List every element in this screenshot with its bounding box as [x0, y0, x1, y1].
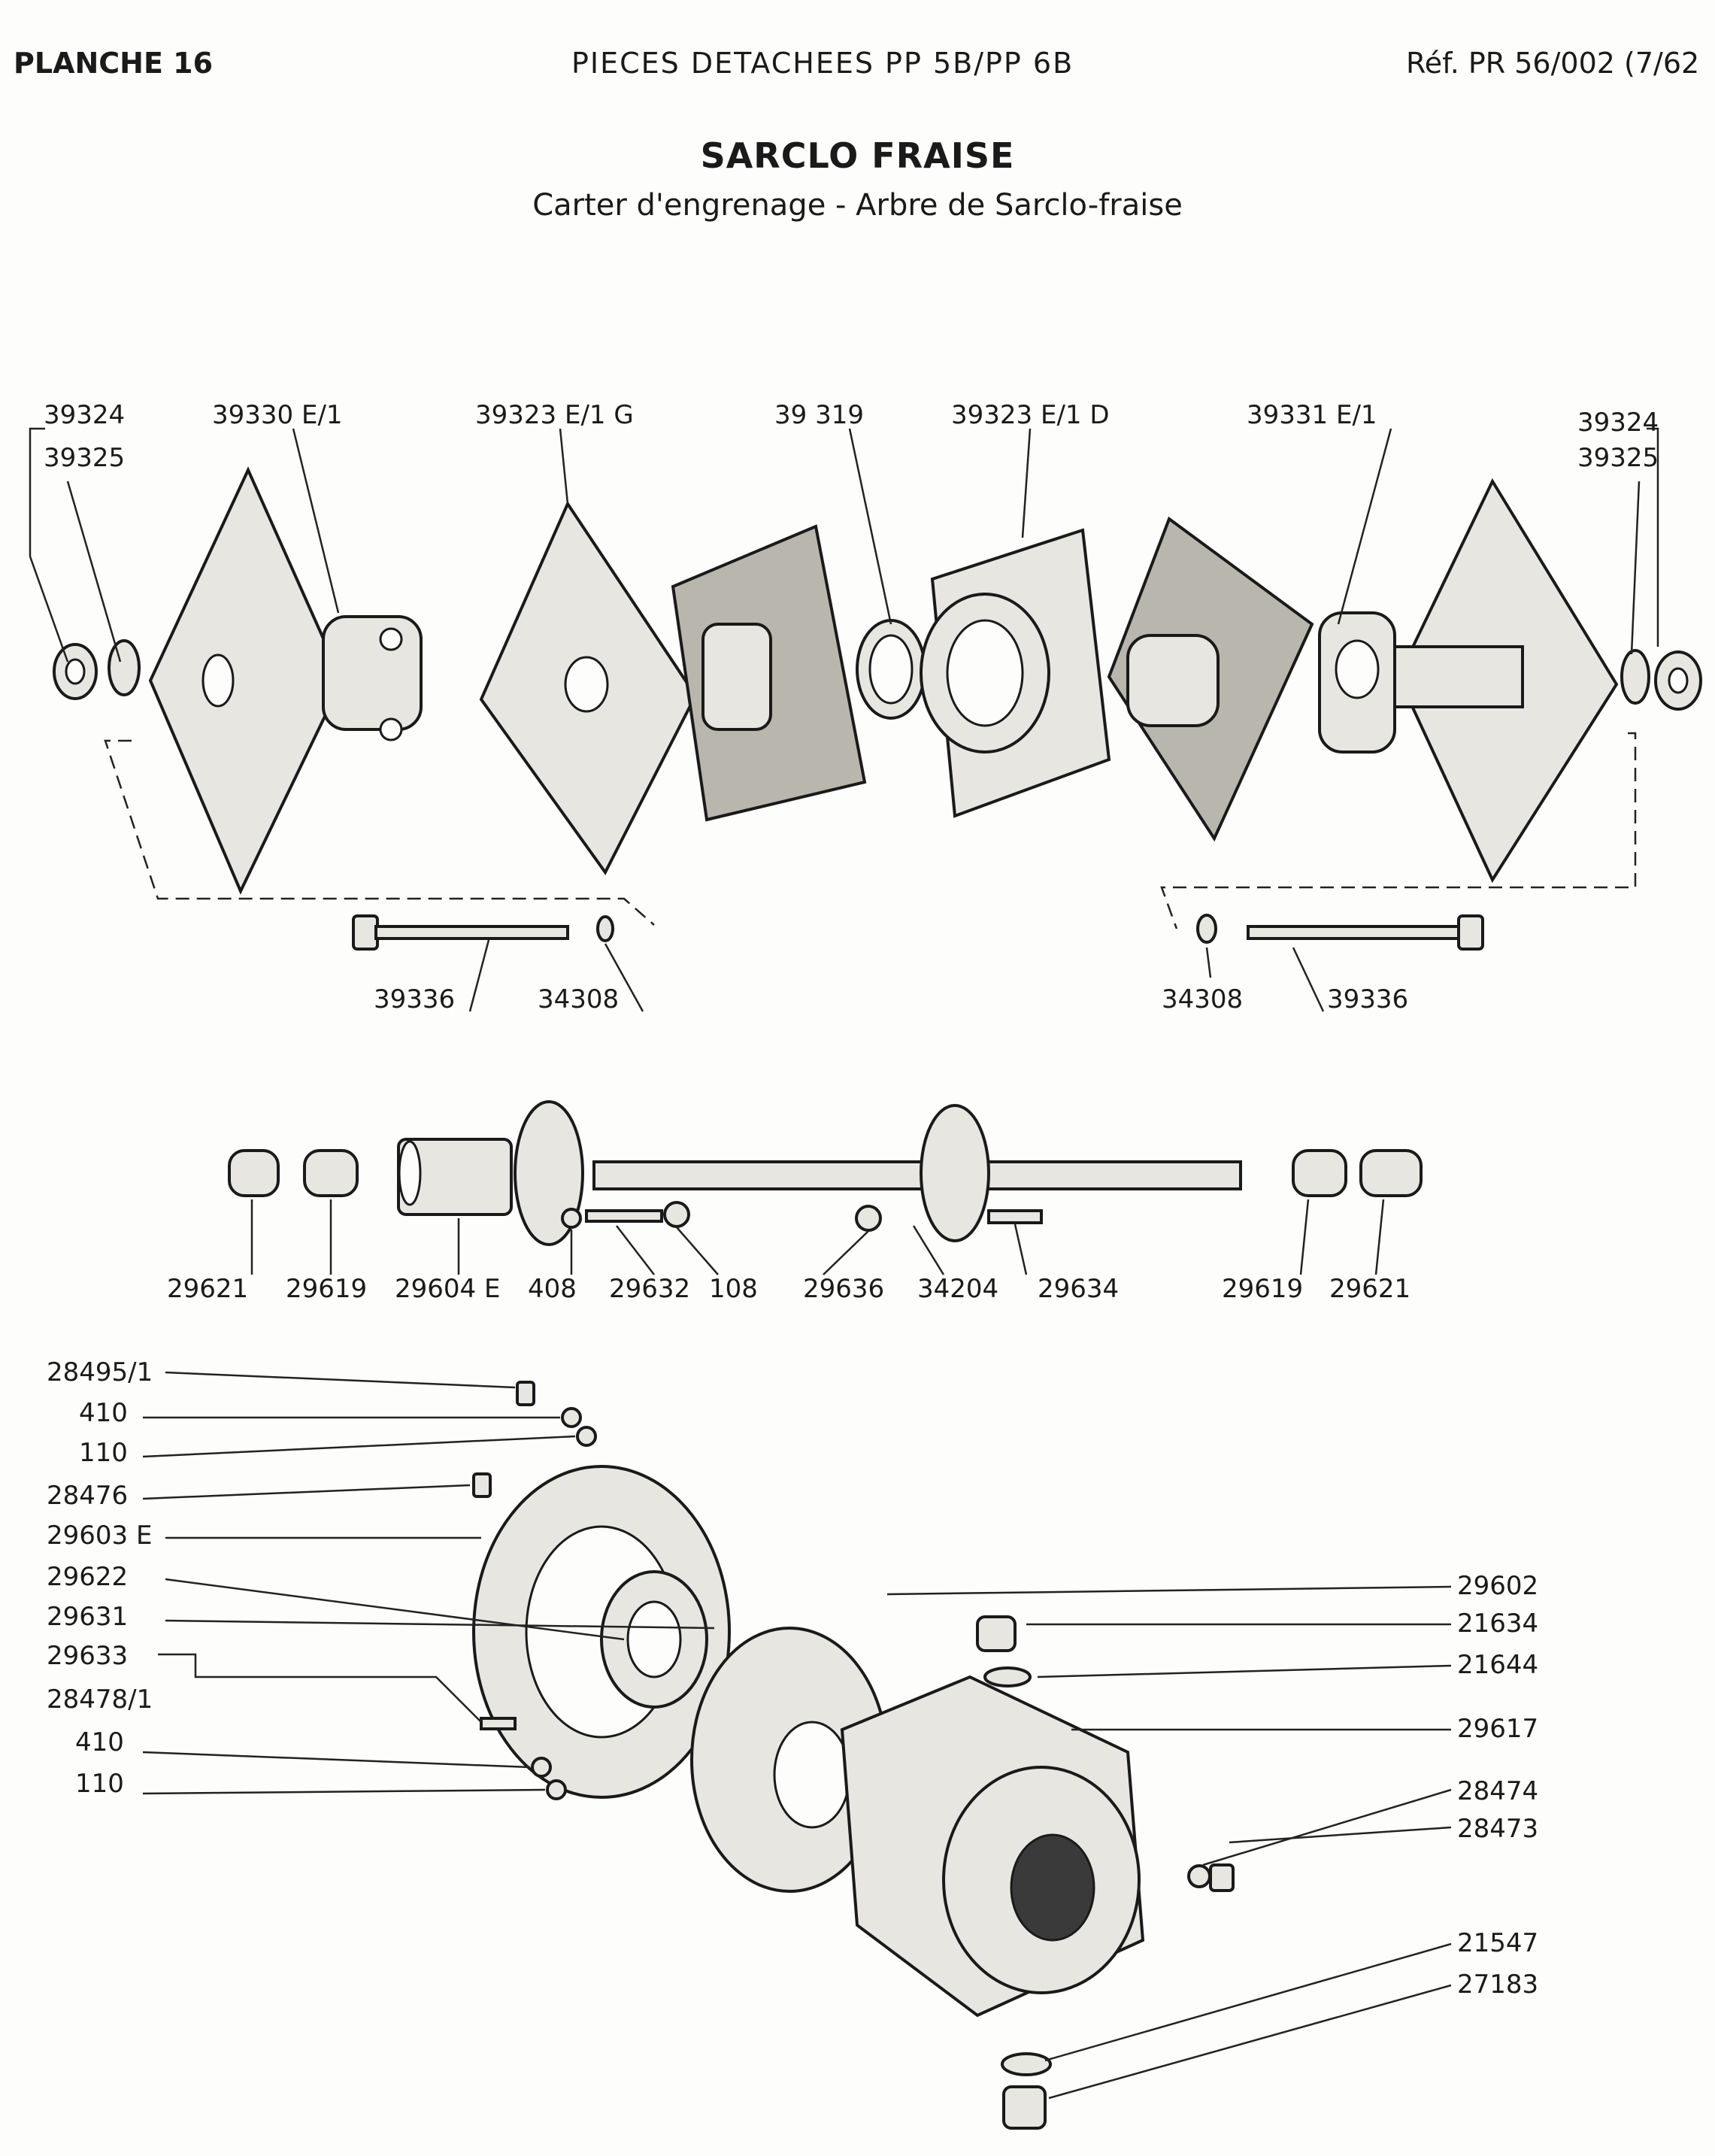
- callout-39324-right: 39324: [1577, 408, 1659, 438]
- callout-29621-left: 29621: [167, 1274, 249, 1304]
- callout-408: 408: [528, 1274, 577, 1304]
- plate-39323-g: [481, 504, 695, 872]
- plate-number: PLANCHE 16: [14, 47, 214, 80]
- right-nut-washer: [1622, 650, 1701, 709]
- callout-21634: 21634: [1457, 1609, 1539, 1639]
- callout-29621-right: 29621: [1329, 1274, 1411, 1304]
- callout-28474: 28474: [1457, 1776, 1539, 1806]
- callout-39325-right: 39325: [1577, 443, 1659, 473]
- right-bearing-housing: [1320, 613, 1395, 752]
- callout-29634: 29634: [1038, 1274, 1120, 1304]
- callout-29602: 29602: [1457, 1571, 1539, 1601]
- document-title: PIECES DETACHEES PP 5B/PP 6B: [571, 47, 1074, 80]
- callout-21547: 21547: [1457, 1928, 1539, 1958]
- callout-21644: 21644: [1457, 1650, 1539, 1680]
- callout-28478-1: 28478/1: [47, 1684, 153, 1715]
- callout-27183: 27183: [1457, 1970, 1539, 2000]
- callout-29619-left: 29619: [286, 1274, 368, 1304]
- callout-39319: 39 319: [774, 400, 864, 430]
- callout-28473: 28473: [1457, 1814, 1539, 1844]
- callout-39331: 39331 E/1: [1247, 400, 1377, 430]
- right-flange-plate: [1395, 481, 1617, 880]
- gearbox-parts: [474, 1382, 1233, 2128]
- callout-39336-left: 39336: [374, 984, 456, 1014]
- callout-39325-left: 39325: [44, 443, 126, 473]
- shaft-parts: [229, 1102, 1421, 1245]
- page-title: SARCLO FRAISE: [700, 135, 1015, 176]
- housing-39323-d: [921, 530, 1109, 816]
- callout-39323-g: 39323 E/1 G: [475, 400, 634, 430]
- callout-108: 108: [709, 1274, 758, 1304]
- callout-29619-right: 29619: [1222, 1274, 1304, 1304]
- callout-410-bottom: 410: [75, 1727, 124, 1757]
- callout-410-top: 410: [79, 1398, 128, 1428]
- right-long-bolt: [1198, 915, 1483, 949]
- callout-110-bottom: 110: [75, 1769, 124, 1799]
- callout-34204: 34204: [917, 1274, 999, 1304]
- callout-29617: 29617: [1457, 1714, 1539, 1744]
- callout-29604e: 29604 E: [395, 1274, 501, 1304]
- callout-29622: 29622: [47, 1562, 129, 1592]
- callout-34308-right: 34308: [1162, 984, 1244, 1014]
- callout-28495-1: 28495/1: [47, 1357, 153, 1387]
- callout-29636: 29636: [803, 1274, 885, 1304]
- left-flange-plate: [150, 470, 342, 891]
- housing-39323-g: [673, 526, 865, 820]
- reference-number: Réf. PR 56/002 (7/62: [1406, 47, 1700, 80]
- plate-39331: [1109, 519, 1312, 838]
- left-long-bolt: [353, 916, 613, 949]
- page-subtitle: Carter d'engrenage - Arbre de Sarclo-fraise: [532, 188, 1183, 223]
- callout-39330: 39330 E/1: [212, 400, 343, 430]
- callout-28476: 28476: [47, 1481, 129, 1511]
- callout-29631: 29631: [47, 1602, 129, 1632]
- callout-39323-d: 39323 E/1 D: [951, 400, 1110, 430]
- ring-39319: [857, 620, 925, 718]
- left-nut-washer: [54, 641, 139, 699]
- callout-39336-right: 39336: [1327, 984, 1409, 1014]
- callout-29632: 29632: [609, 1274, 691, 1304]
- callout-110-top: 110: [79, 1438, 128, 1468]
- callout-29633: 29633: [47, 1641, 129, 1671]
- callout-34308-left: 34308: [538, 984, 620, 1014]
- callout-39324-left: 39324: [44, 400, 126, 430]
- callout-29603e: 29603 E: [47, 1521, 153, 1551]
- left-bearing-housing: [323, 617, 421, 740]
